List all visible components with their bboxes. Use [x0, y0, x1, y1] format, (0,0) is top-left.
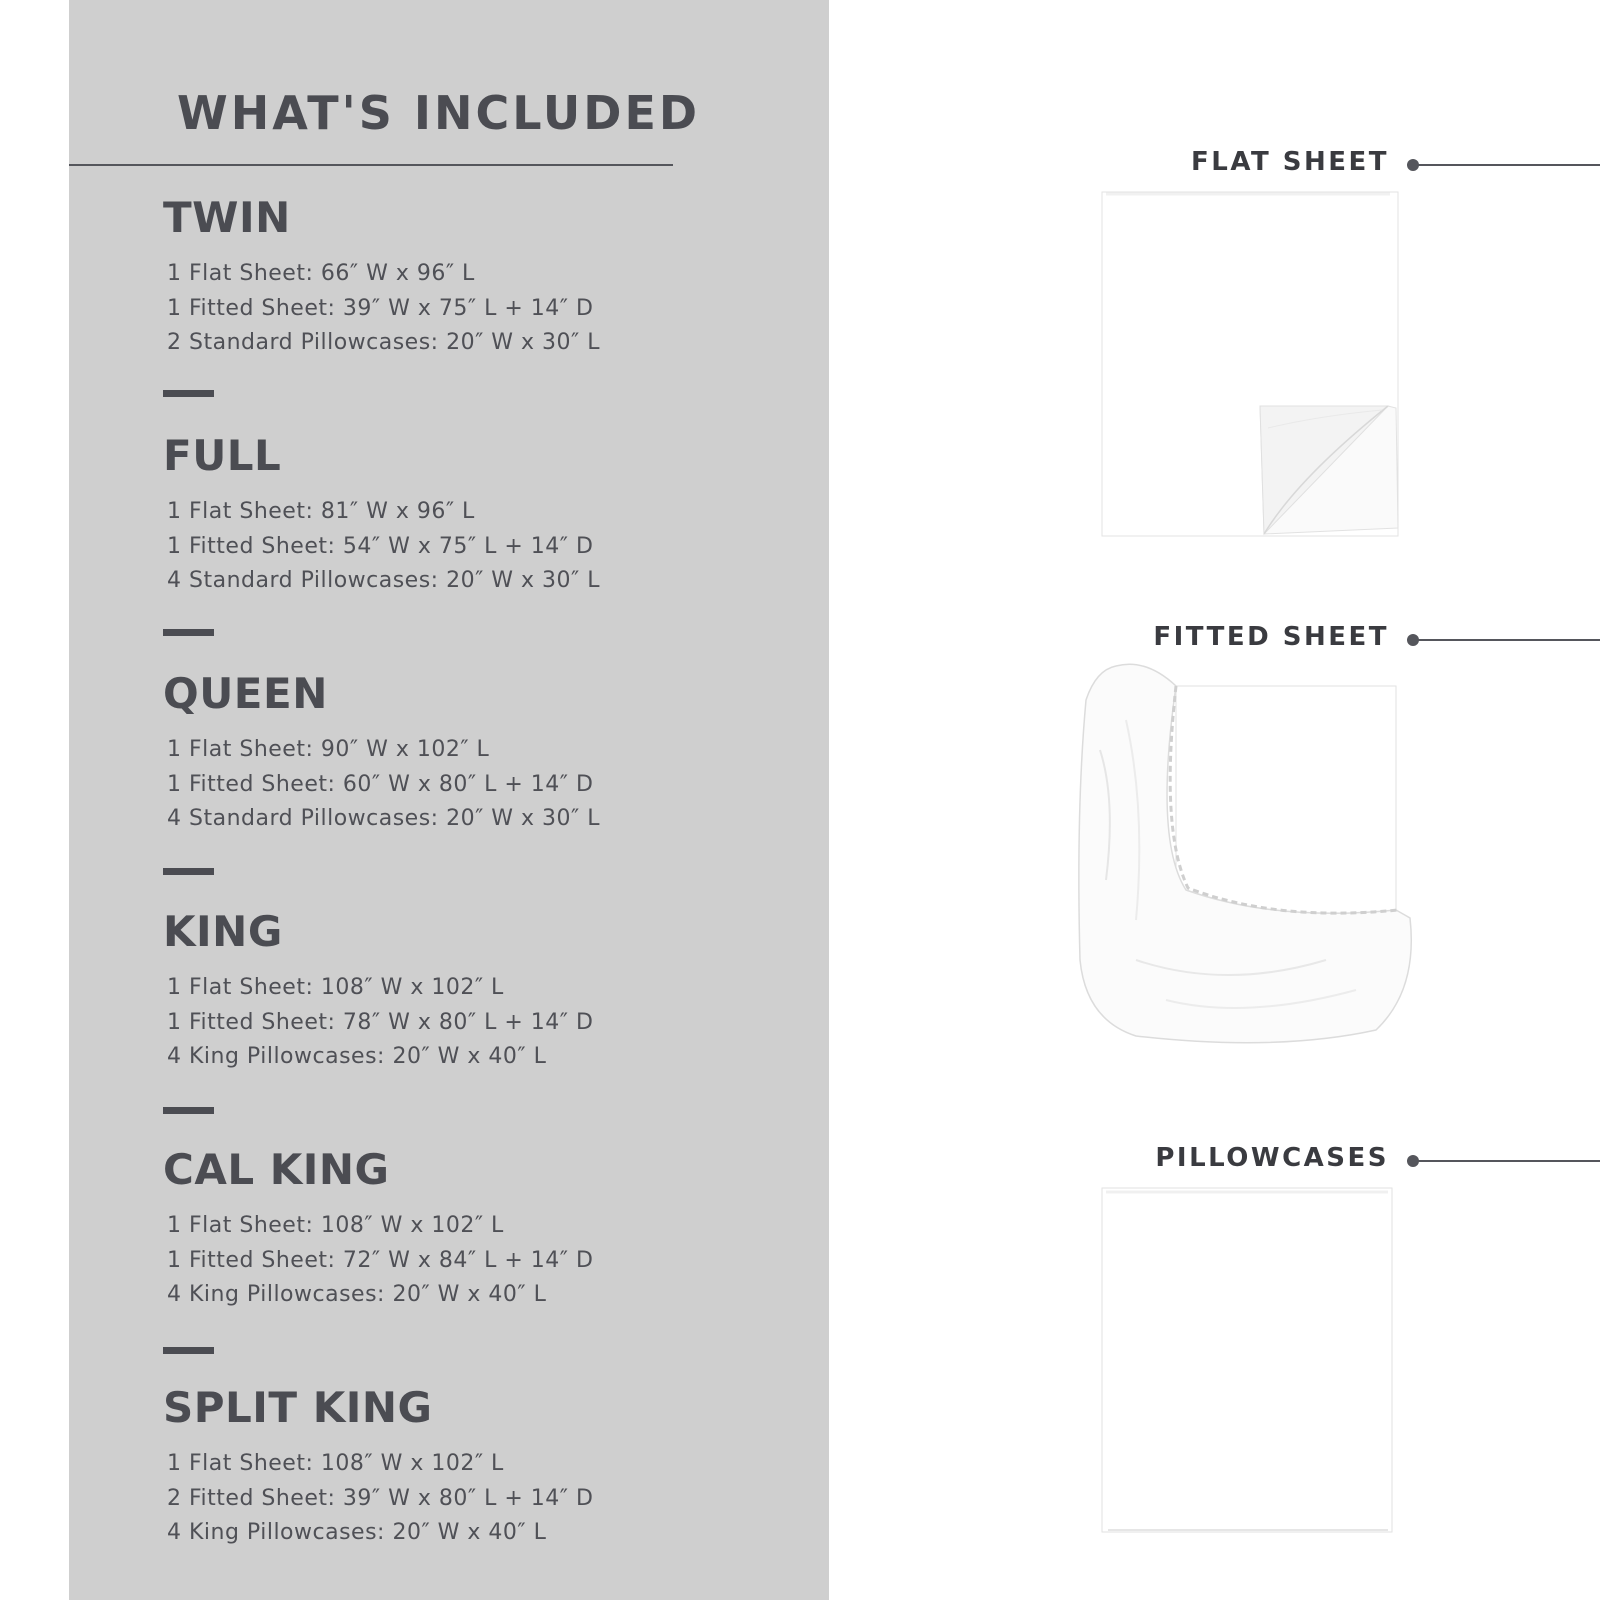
size-section-king: [163, 907, 783, 1075]
pillowcase-image: [1098, 1184, 1400, 1536]
section-divider: [163, 1107, 214, 1114]
size-heading: KING: [163, 907, 283, 956]
flat-sheet-image: [1098, 188, 1410, 540]
size-item: 4 King Pillowcases: 20″ W x 40″ L: [167, 1282, 547, 1307]
size-item: 1 Fitted Sheet: 72″ W x 84″ L + 14″ D: [167, 1247, 594, 1273]
size-item-list: [167, 257, 783, 361]
section-divider: [163, 629, 214, 636]
connector-line: [1417, 164, 1600, 166]
size-item: 4 Standard Pillowcases: 20″ W x 30″ L: [167, 806, 601, 831]
fitted-sheet-image: [1076, 660, 1416, 1050]
size-item: 2 Fitted Sheet: 39″ W x 80″ L + 14″ D: [167, 1485, 594, 1511]
size-heading: SPLIT KING: [163, 1383, 433, 1432]
size-item-list: [167, 1447, 783, 1551]
size-item-list: [167, 971, 783, 1075]
connector-line: [1417, 1160, 1600, 1162]
size-section-full: [163, 431, 783, 599]
fitted-sheet-connector: [1407, 633, 1600, 647]
product-label-flat-sheet: FLAT SHEET: [1191, 147, 1389, 177]
size-heading: QUEEN: [163, 669, 328, 718]
size-item: 4 King Pillowcases: 20″ W x 40″ L: [167, 1044, 547, 1069]
size-item: 1 Fitted Sheet: 60″ W x 80″ L + 14″ D: [167, 771, 594, 797]
pillowcases-connector: [1407, 1154, 1600, 1168]
size-item: 1 Fitted Sheet: 54″ W x 75″ L + 14″ D: [167, 533, 594, 559]
size-item: 1 Flat Sheet: 108″ W x 102″ L: [167, 1451, 504, 1476]
size-heading: TWIN: [163, 193, 291, 242]
size-item: 1 Flat Sheet: 81″ W x 96″ L: [167, 499, 475, 524]
whats-included-panel: [69, 0, 829, 1600]
section-divider: [163, 868, 214, 875]
size-item-list: [167, 495, 783, 599]
panel-title: WHAT'S INCLUDED: [177, 86, 701, 140]
size-item: 2 Standard Pillowcases: 20″ W x 30″ L: [167, 330, 601, 355]
size-item: 1 Flat Sheet: 108″ W x 102″ L: [167, 1213, 504, 1238]
size-item: 1 Flat Sheet: 90″ W x 102″ L: [167, 737, 490, 762]
size-section-split-king: [163, 1383, 783, 1551]
size-section-twin: [163, 193, 783, 361]
size-item-list: [167, 733, 783, 837]
section-divider: [163, 390, 214, 397]
size-item: 4 Standard Pillowcases: 20″ W x 30″ L: [167, 568, 601, 593]
product-label-pillowcases: PILLOWCASES: [1155, 1143, 1389, 1173]
size-item: 1 Fitted Sheet: 39″ W x 75″ L + 14″ D: [167, 295, 594, 321]
size-item: 1 Flat Sheet: 108″ W x 102″ L: [167, 975, 504, 1000]
size-heading: FULL: [163, 431, 282, 480]
size-section-queen: [163, 669, 783, 837]
size-item: 4 King Pillowcases: 20″ W x 40″ L: [167, 1520, 547, 1545]
size-item: 1 Fitted Sheet: 78″ W x 80″ L + 14″ D: [167, 1009, 594, 1035]
size-item-list: [167, 1209, 783, 1313]
size-heading: CAL KING: [163, 1145, 390, 1194]
section-divider: [163, 1347, 214, 1354]
size-section-cal-king: [163, 1145, 783, 1313]
size-item: 1 Flat Sheet: 66″ W x 96″ L: [167, 261, 475, 286]
flat-sheet-connector: [1407, 158, 1600, 172]
connector-line: [1417, 639, 1600, 641]
product-label-fitted-sheet: FITTED SHEET: [1153, 622, 1389, 652]
title-divider: [69, 164, 673, 166]
